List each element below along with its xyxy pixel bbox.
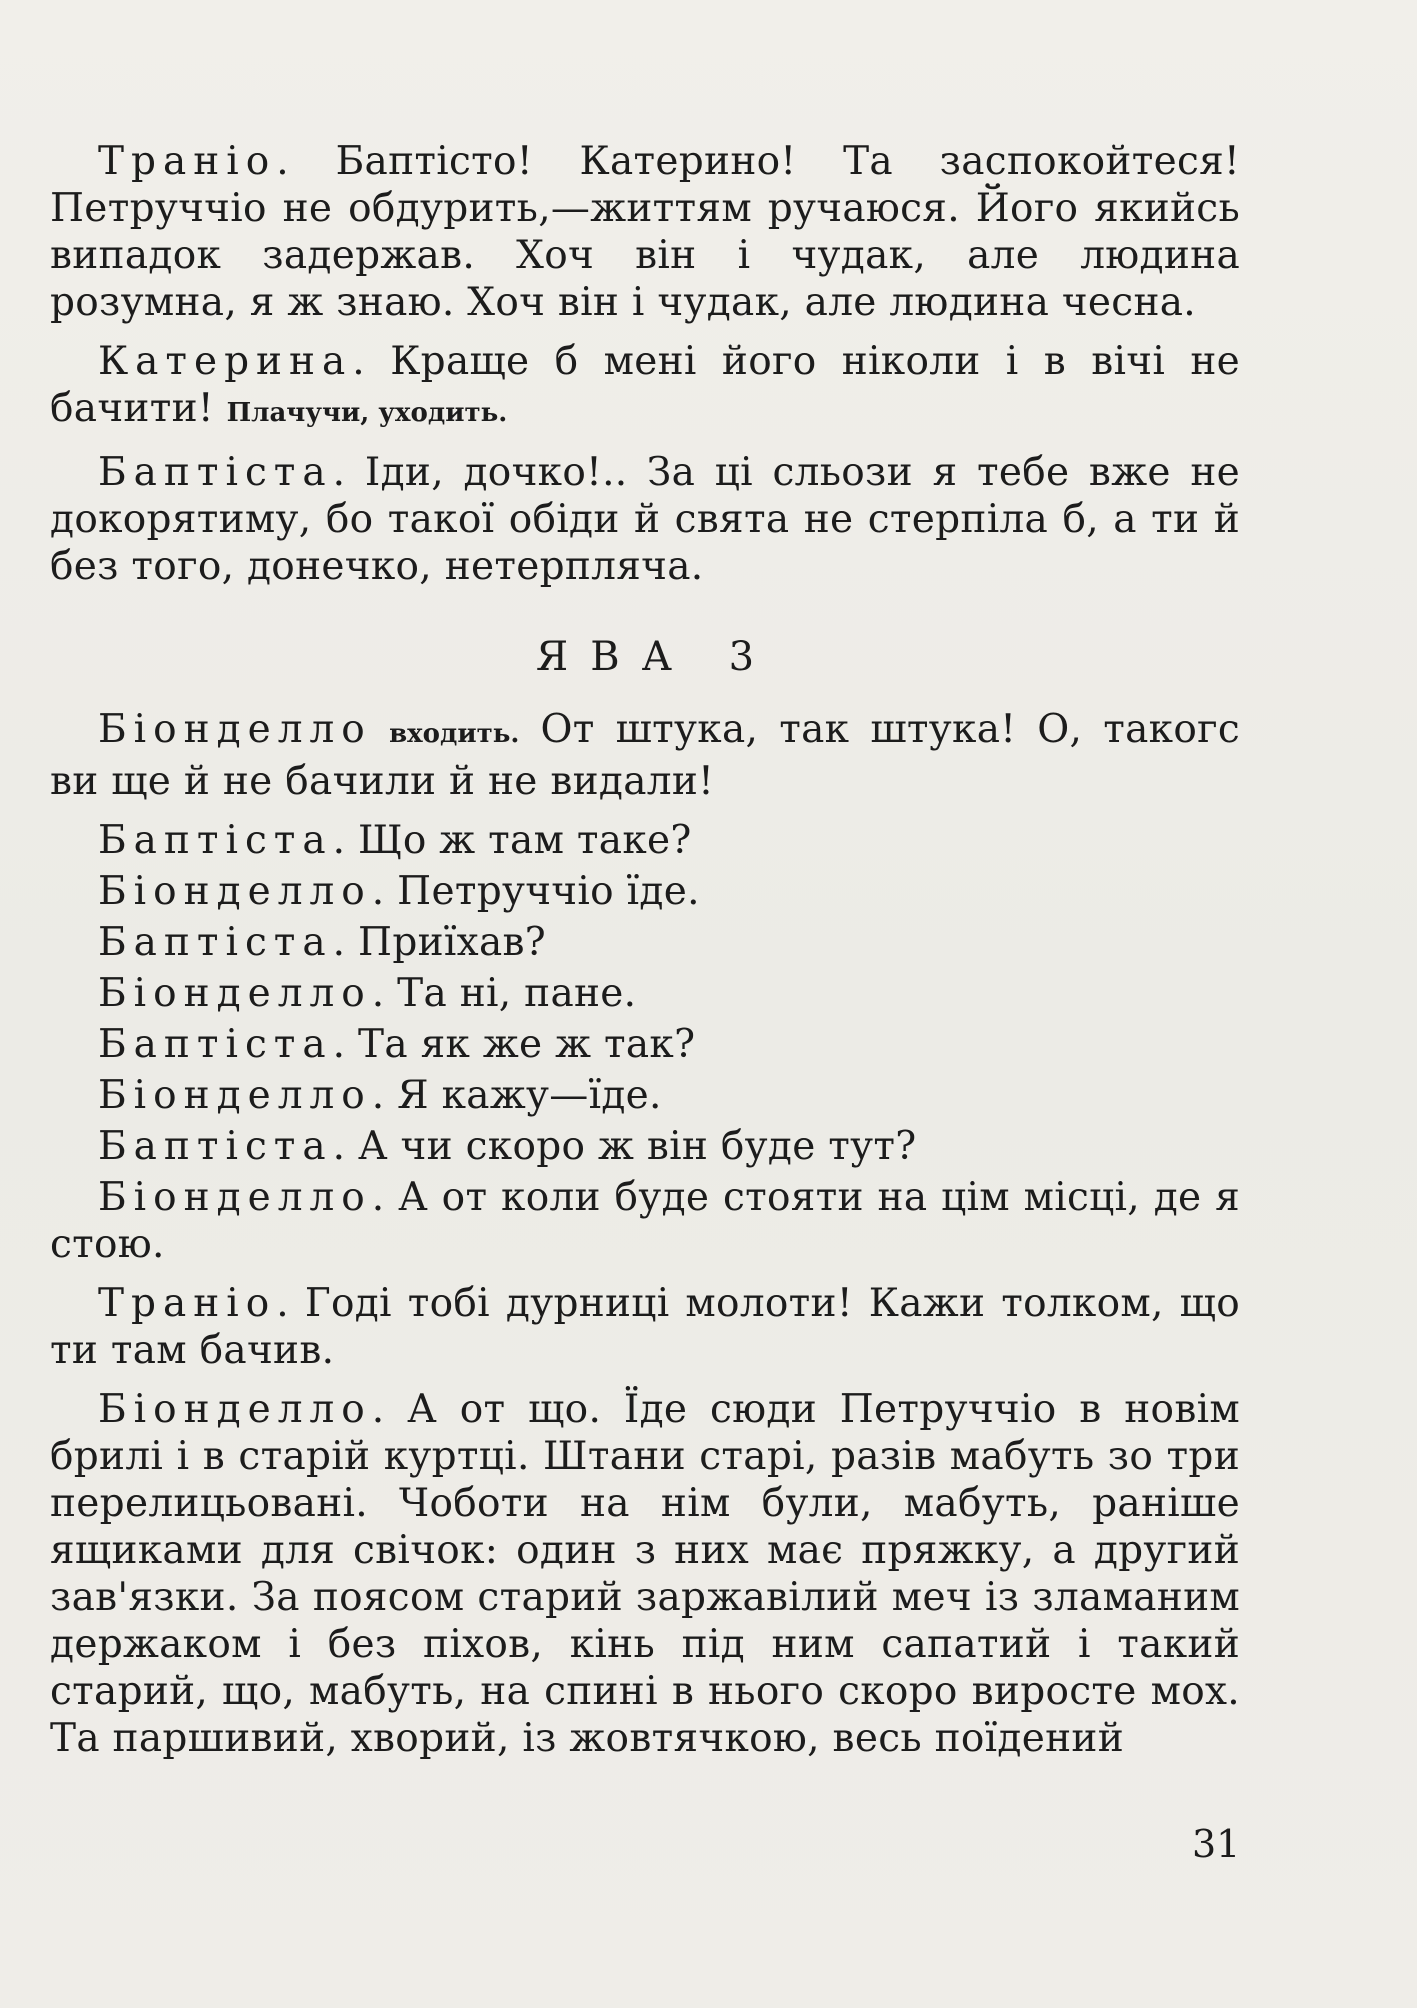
dialogue-text: От штука, так штука! О, такогс ви ще й не бачили й не видали!: [50, 707, 1240, 804]
speaker-name: Баптіста: [98, 818, 333, 863]
dialogue-text: . А от коли буде стояти на цім місці, де я стою.: [50, 1175, 1240, 1267]
dialogue-text: . Та ні, пане.: [371, 971, 637, 1016]
dialogue-paragraph: [50, 1280, 1240, 1374]
speaker-name: Баптіста: [98, 1124, 333, 1169]
dialogue-paragraph: [50, 1386, 1240, 1762]
speaker-name: Траніо: [98, 1281, 277, 1326]
dialogue-text: . Іди, дочко!.. За ці сльози я тебе вже не докорятиму, бо такої обіди й свята не стерпіла б, а ти й без того, донечко, нетерпляча.: [50, 450, 1240, 589]
dialogue-text: . А от що. Їде сюди Петруччіо в новім брилі і в старій куртці. Штани старі, разів мабуть зо три перелицьовані. Чоботи на нім були, мабуть, раніше ящиками для свічок: один з них має пряжку, а другий зав'язки. За поясом старий заржавілий меч із зламаним держаком і без піхов, кінь під ним сапатий і такий старий, що, мабуть, на спині в нього скоро виросте мох. Та паршивий, хворий, із жовтячкою, весь поїдений: [50, 1387, 1240, 1761]
dialogue-text: . Годі тобі дурниці молоти! Кажи толком, що ти там бачив.: [50, 1281, 1240, 1373]
dialogue-line: [50, 970, 1240, 1017]
dialogue-line: [50, 1021, 1240, 1068]
stage-direction: входить.: [371, 719, 520, 749]
dialogue-text: . Петруччіо їде.: [371, 869, 700, 914]
dialogue-text: . Краще б мені його ніколи і в вічі не бачити!: [50, 339, 1240, 431]
speaker-name: Баптіста: [98, 1022, 333, 1067]
dialogue-line: [50, 919, 1240, 966]
paragraph-biondello-enters: [50, 706, 1240, 805]
page-text: [50, 138, 1240, 1774]
paragraph-baptista-1: [50, 449, 1240, 590]
speaker-name: Біонделло: [98, 869, 372, 914]
speaker-name: Біонделло: [98, 1387, 372, 1432]
stage-direction: Плачучи, уходить.: [226, 398, 508, 428]
page-number: 31: [1192, 1822, 1241, 1866]
dialogue-line: [50, 1072, 1240, 1119]
speaker-name: Біонделло: [98, 1073, 372, 1118]
paragraph-tranio-1: [50, 138, 1240, 326]
dialogue-text: . Що ж там таке?: [332, 818, 692, 863]
dialogue-text: . Та як же ж так?: [332, 1022, 696, 1067]
speaker-name: Баптіста: [98, 920, 333, 965]
dialogue-line: [50, 868, 1240, 915]
speaker-name: Баптіста: [98, 450, 333, 495]
speaker-name: Біонделло: [98, 971, 372, 1016]
speaker-name: Біонделло: [98, 707, 372, 752]
scene-heading: ЯВА 3: [535, 634, 777, 680]
paragraph-katerina: [50, 338, 1240, 437]
speaker-name: Біонделло: [98, 1175, 372, 1220]
dialogue-text: . Приїхав?: [332, 920, 546, 965]
dialogue-line: [50, 1123, 1240, 1170]
dialogue-paragraph: [50, 1174, 1240, 1268]
dialogue-text: . Баптісто! Катерино! Та заспокойтеся! Петруччіо не обдурить,—життям ручаюся. Його якийсь випадок задержав. Хоч він і чудак, але людина розумна, я ж знаю. Хоч він і чудак, але людина чесна.: [50, 139, 1240, 325]
dialogue-text: . А чи скоро ж він буде тут?: [332, 1124, 917, 1169]
dialogue-text: . Я кажу—їде.: [371, 1073, 662, 1118]
speaker-name: Траніо: [98, 139, 277, 184]
speaker-name: Катерина: [98, 339, 353, 384]
dialogue-line: [50, 817, 1240, 864]
